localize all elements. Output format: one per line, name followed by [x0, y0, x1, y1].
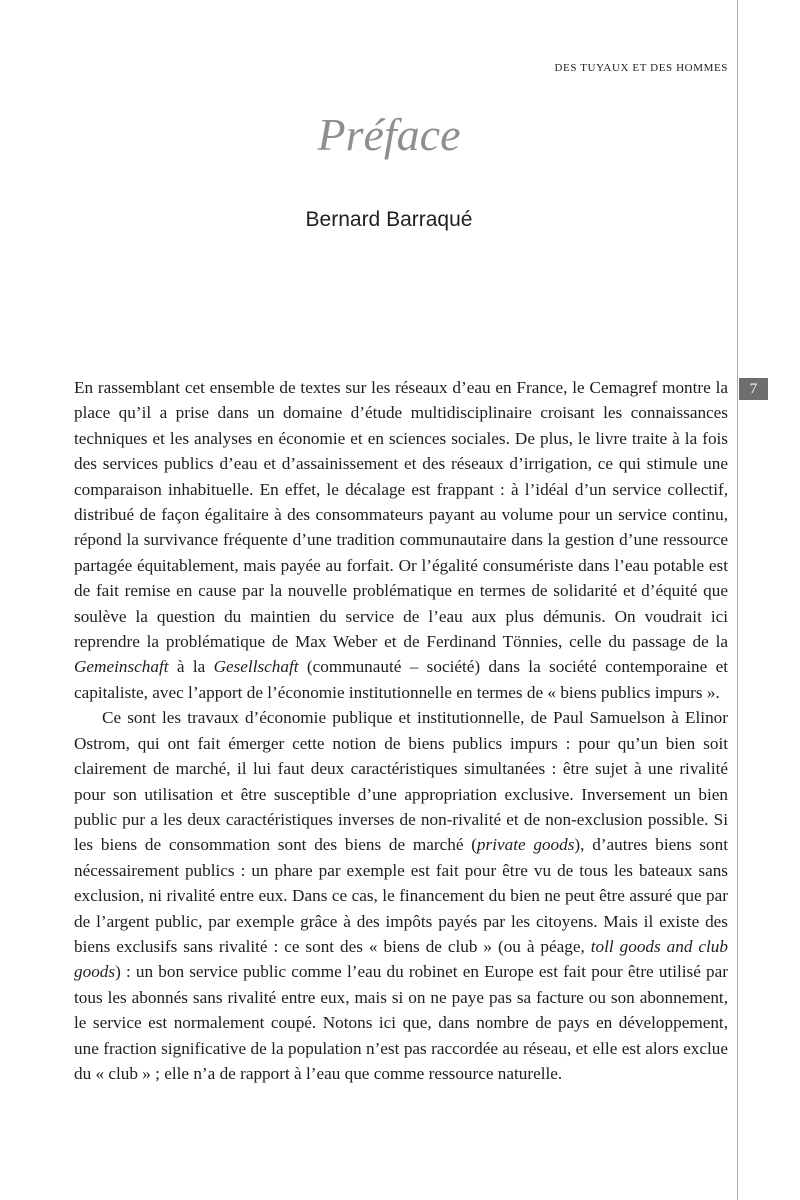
paragraph-1-text-c: (communauté – société) dans la société contemporaine et capitaliste, avec l’apport de l’économie institutionnelle en termes de « biens publics impurs ». [74, 657, 728, 702]
term-private-goods: private goods [476, 835, 575, 855]
paragraph-2-text-a: Ce sont les travaux d’économie publique et institutionnelle, de Paul Samuelson à Elinor Ostrom, qui ont fait émerger cette notion de biens publics impurs : pour qu’un bien soit clairement de marché, il lui faut deux caractéristiques simultanées : être sujet à une rivalité pour son utilisation et être susceptible d’une appropriation exclusive. Inversement un bien public pur a les deux caractéristiques inverses de non-rivalité et de non-exclusion possible. Si les biens de consommation sont des biens de marché ( [74, 708, 728, 855]
page-number: 7 [739, 378, 768, 400]
term-gemeinschaft: Gemeinschaft [74, 657, 169, 677]
paragraph-2-text-c: ) : un bon service public comme l’eau du robinet en Europe est fait pour être utilisé par tous les abonnés sans rivalité entre eux, mais si on ne paye pas sa facture ou son abonnement, le service est normalement coupé. Notons ici que, dans nombre de pays en développement, une fraction significative de la population n’est pas raccordée au réseau, et elle est alors exclue du « club » ; elle n’a de rapport à l’eau que comme ressource naturelle. [74, 962, 728, 1083]
running-head: DES TUYAUX ET DES HOMMES [554, 62, 728, 74]
paragraph-1-text-b: à la [168, 657, 214, 677]
paragraph-1 [74, 375, 728, 705]
margin-rule [737, 0, 738, 1200]
chapter-title: Préface [317, 109, 461, 160]
body-text [74, 375, 728, 1086]
term-club-goods: toll goods and club goods [74, 936, 728, 982]
paragraph-2-text-b: ), d’autres biens sont nécessairement publics : un phare par exemple est fait pour être vu de tous les bateaux sans exclusion, ni rivalité entre eux. Dans ce cas, le financement du bien ne peut être assuré que par de l’argent public, par exemple grâce à des impôts payés par les citoyens. Mais il existe des biens exclusifs sans rivalité : ce sont des « biens de club » (ou à péage, [74, 835, 728, 956]
paragraph-1-text-a: En rassemblant cet ensemble de textes sur les réseaux d’eau en France, le Cemagref montre la place qu’il a prise dans un domaine d’étude multidisciplinaire croisant les connaissances techniques et les analyses en économie et en sciences sociales. De plus, le livre traite à la fois des services publics d’eau et d’assainissement et des réseaux d’irrigation, ce qui stimule une comparaison inhabituelle. En effet, le décalage est frappant : à l’idéal d’un service collectif, distribué de façon égalitaire à des consommateurs payant au volume pour un service continu, répond la survivance fréquente d’une tradition communautaire dans la gestion d’une ressource partagée équitablement, mais payée au forfait. Or l’égalité consumériste dans l’eau potable est de fait remise en cause par la nouvelle problématique en termes de solidarité et d’équité que soulève la question du maintien du service de l’eau aux plus démunis. On voudrait ici reprendre la problématique de Max Weber et de Ferdinand Tönnies, celle du passage de la [74, 378, 728, 652]
author-name: Bernard Barraqué [305, 208, 473, 231]
term-gesellschaft: Gesellschaft [213, 657, 299, 677]
paragraph-2 [74, 705, 728, 1086]
